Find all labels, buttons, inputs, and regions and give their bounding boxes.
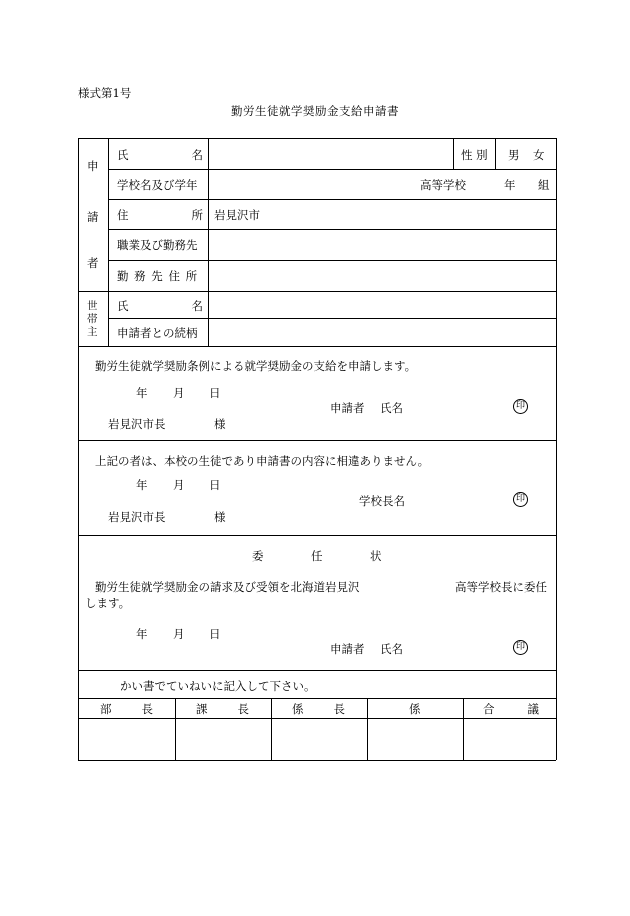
gender-female-option[interactable]: 女 <box>533 148 545 162</box>
address-label: 住 所 <box>117 208 203 222</box>
school-cert-addressee: 岩見沢市長 <box>108 510 166 524</box>
school-cert-date-day: 日 <box>209 478 221 492</box>
approval-box-section-chief[interactable] <box>176 719 270 759</box>
form-title: 勤労生徒就学奨励金支給申請書 <box>231 104 399 118</box>
household-name-label: 氏 名 <box>117 299 203 313</box>
application-date-month: 月 <box>173 386 185 400</box>
applicant-name-field[interactable] <box>210 140 452 168</box>
applicant-side-char-3: 者 <box>87 256 99 270</box>
applicant-name-label: 氏 名 <box>117 148 203 162</box>
household-side-char-3: 主 <box>87 326 98 338</box>
grade-label: 年 <box>504 178 516 192</box>
delegation-date-year: 年 <box>136 627 148 641</box>
gender-label: 性 別 <box>461 148 488 162</box>
application-date-year: 年 <box>136 386 148 400</box>
address-value[interactable]: 岩見沢市 <box>214 208 260 222</box>
approval-box-subsection-chief[interactable] <box>272 719 366 759</box>
delegation-title-char-1: 委 <box>252 549 264 563</box>
application-applicant-label: 申請者 <box>330 401 365 415</box>
approval-box-council[interactable] <box>464 719 555 759</box>
delegation-name-label: 氏名 <box>380 642 403 656</box>
applicant-side-char-1: 申 <box>87 159 99 173</box>
approval-staff: 係 <box>409 702 421 716</box>
delegation-date-day: 日 <box>209 627 221 641</box>
delegation-title-char-3: 状 <box>370 549 382 563</box>
application-statement: 勤労生徒就学奨励条例による就学奨励金の支給を申請します。 <box>95 359 417 373</box>
application-seal: 印 <box>513 399 528 414</box>
delegation-body-line1b: 高等学校長に委任 <box>455 580 547 594</box>
application-addressee: 岩見沢市長 <box>108 417 166 431</box>
school-cert-date-month: 月 <box>173 478 185 492</box>
approval-section-chief: 課 長 <box>196 702 249 716</box>
application-date-day: 日 <box>209 386 221 400</box>
delegation-applicant-label: 申請者 <box>330 642 365 656</box>
household-side-char-1: 世 <box>87 300 98 312</box>
school-cert-statement: 上記の者は、本校の生徒であり申請書の内容に相違ありません。 <box>95 454 430 468</box>
household-side-char-2: 帯 <box>87 313 98 325</box>
school-cert-date-year: 年 <box>136 478 148 492</box>
delegation-title-char-2: 任 <box>311 549 323 563</box>
class-label: 組 <box>538 178 550 192</box>
school-cert-honorific: 様 <box>214 510 226 524</box>
principal-label: 学校長名 <box>359 494 405 508</box>
approval-box-dept-head[interactable] <box>79 719 174 759</box>
occupation-label: 職業及び勤務先 <box>117 238 198 252</box>
delegation-body-line1a: 勤労生徒就学奨励金の請求及び受領を北海道岩見沢 <box>95 580 360 594</box>
approval-council: 合 議 <box>483 702 539 716</box>
school-label: 学校名及び学年 <box>117 178 198 192</box>
instruction-note: かい書でていねいに記入して下さい。 <box>120 679 316 693</box>
relation-label: 申請者との続柄 <box>117 326 198 340</box>
delegation-seal: 印 <box>513 640 528 655</box>
application-name-label: 氏名 <box>380 401 403 415</box>
school-cert-seal: 印 <box>513 492 528 507</box>
delegation-date-month: 月 <box>173 627 185 641</box>
approval-dept-head: 部 長 <box>100 702 153 716</box>
school-suffix: 高等学校 <box>420 178 466 192</box>
gender-male-option[interactable]: 男 <box>508 148 520 162</box>
applicant-side-char-2: 請 <box>87 210 99 224</box>
delegation-body-line2: します。 <box>85 596 131 610</box>
approval-box-staff[interactable] <box>368 719 462 759</box>
work-address-label: 勤 務 先 住 所 <box>117 269 199 283</box>
form-number: 様式第1号 <box>78 86 132 100</box>
application-honorific: 様 <box>214 417 226 431</box>
approval-subsection-chief: 係 長 <box>292 702 345 716</box>
